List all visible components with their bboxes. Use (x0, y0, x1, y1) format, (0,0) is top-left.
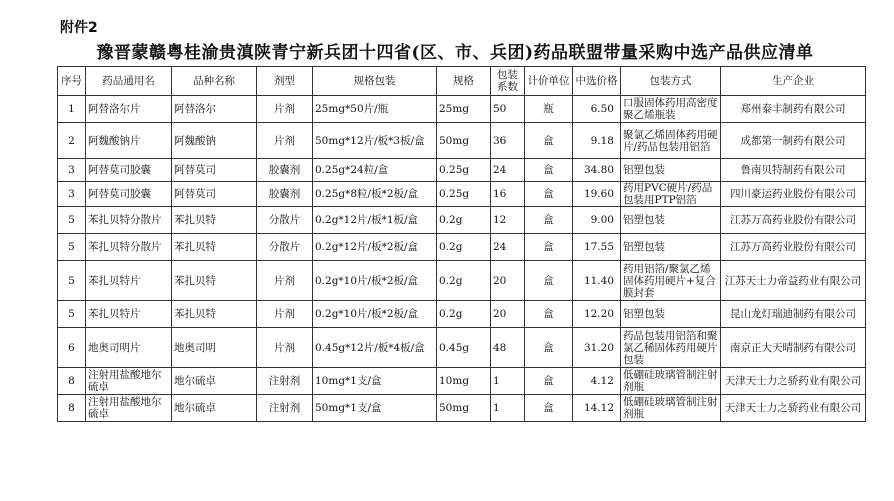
cell-price: 9.18 (573, 123, 621, 159)
header-cell: 中选价格 (573, 67, 621, 96)
cell-price: 34.80 (573, 159, 621, 182)
cell-maker: 成都第一制药有限公司 (721, 123, 866, 159)
header-cell: 包装方式 (621, 67, 721, 96)
header-cell: 剂型 (257, 67, 313, 96)
cell-factor: 20 (491, 261, 525, 301)
cell-maker: 江苏万高药业股份有限公司 (721, 234, 866, 261)
cell-unit: 盒 (525, 159, 573, 182)
cell-variety: 苯扎贝特 (172, 207, 257, 234)
cell-maker: 郑州泰丰制药有限公司 (721, 96, 866, 123)
cell-spec-pack: 0.45g*12片/板*4板/盒 (313, 328, 437, 368)
table-row (58, 182, 866, 207)
cell-no: 5 (58, 261, 86, 301)
header-cell: 药品通用名 (86, 67, 172, 96)
table-row (58, 159, 866, 182)
cell-variety: 阿魏酸钠 (172, 123, 257, 159)
cell-factor: 16 (491, 182, 525, 207)
cell-unit: 盒 (525, 368, 573, 395)
cell-maker: 四川豪运药业股份有限公司 (721, 182, 866, 207)
cell-packing: 药用PVC硬片/药品包装用PTP铝箔 (621, 182, 721, 207)
table-header-row (58, 67, 866, 96)
cell-price: 31.20 (573, 328, 621, 368)
header-cell: 规格 (437, 67, 491, 96)
cell-packing: 铝塑包装 (621, 159, 721, 182)
cell-maker: 鲁南贝特制药有限公司 (721, 159, 866, 182)
cell-price: 9.00 (573, 207, 621, 234)
cell-price: 11.40 (573, 261, 621, 301)
cell-generic: 地奥司明片 (86, 328, 172, 368)
table-row (58, 395, 866, 422)
cell-variety: 苯扎贝特 (172, 261, 257, 301)
cell-packing: 药用铝箔/聚氯乙烯固体药用硬片+复合膜封套 (621, 261, 721, 301)
cell-unit: 盒 (525, 123, 573, 159)
cell-no: 8 (58, 395, 86, 422)
cell-form: 片剂 (257, 328, 313, 368)
cell-packing: 低硼硅玻璃管制注射剂瓶 (621, 368, 721, 395)
table-row (58, 207, 866, 234)
cell-no: 5 (58, 207, 86, 234)
product-supply-table (57, 66, 866, 422)
cell-spec-pack: 25mg*50片/瓶 (313, 96, 437, 123)
table-row (58, 368, 866, 395)
cell-maker: 天津天士力之骄药业有限公司 (721, 395, 866, 422)
cell-generic: 苯扎贝特片 (86, 301, 172, 328)
cell-spec-pack: 50mg*12片/板*3板/盒 (313, 123, 437, 159)
cell-unit: 盒 (525, 301, 573, 328)
cell-price: 6.50 (573, 96, 621, 123)
cell-no: 5 (58, 301, 86, 328)
cell-variety: 阿替洛尔 (172, 96, 257, 123)
cell-spec: 0.2g (437, 207, 491, 234)
cell-price: 14.12 (573, 395, 621, 422)
cell-spec-pack: 0.2g*10片/板*2板/盒 (313, 261, 437, 301)
cell-form: 注射剂 (257, 395, 313, 422)
cell-generic: 阿替莫司胶囊 (86, 159, 172, 182)
cell-spec: 10mg (437, 368, 491, 395)
cell-no: 2 (58, 123, 86, 159)
cell-spec: 0.2g (437, 261, 491, 301)
cell-form: 胶囊剂 (257, 159, 313, 182)
header-cell: 计价单位 (525, 67, 573, 96)
cell-no: 1 (58, 96, 86, 123)
cell-unit: 盒 (525, 261, 573, 301)
cell-form: 分散片 (257, 207, 313, 234)
cell-spec: 0.2g (437, 234, 491, 261)
cell-variety: 苯扎贝特 (172, 301, 257, 328)
cell-unit: 瓶 (525, 96, 573, 123)
table-row (58, 328, 866, 368)
cell-spec: 0.2g (437, 301, 491, 328)
cell-generic: 苯扎贝特分散片 (86, 207, 172, 234)
cell-variety: 阿替莫司 (172, 159, 257, 182)
cell-spec: 50mg (437, 395, 491, 422)
cell-no: 8 (58, 368, 86, 395)
cell-factor: 36 (491, 123, 525, 159)
cell-form: 胶囊剂 (257, 182, 313, 207)
cell-no: 5 (58, 234, 86, 261)
cell-factor: 1 (491, 368, 525, 395)
cell-variety: 地奥司明 (172, 328, 257, 368)
header-cell: 序号 (58, 67, 86, 96)
cell-price: 17.55 (573, 234, 621, 261)
cell-packing: 药品包装用铝箔和聚氯乙稀固体药用硬片包装 (621, 328, 721, 368)
cell-packing: 铝塑包装 (621, 301, 721, 328)
cell-maker: 南京正大天晴制药有限公司 (721, 328, 866, 368)
cell-price: 19.60 (573, 182, 621, 207)
cell-generic: 注射用盐酸地尔硫卓 (86, 395, 172, 422)
cell-form: 片剂 (257, 301, 313, 328)
cell-form: 分散片 (257, 234, 313, 261)
cell-no: 3 (58, 159, 86, 182)
annex-label: 附件2 (60, 20, 98, 36)
cell-maker: 江苏天士力帝益药业有限公司 (721, 261, 866, 301)
table-row (58, 123, 866, 159)
cell-spec-pack: 0.2g*10片/板*2板/盒 (313, 301, 437, 328)
cell-spec-pack: 50mg*1支/盒 (313, 395, 437, 422)
table-row (58, 234, 866, 261)
cell-packing: 聚氯乙烯固体药用硬片/药品包装用铝箔 (621, 123, 721, 159)
cell-variety: 地尔硫卓 (172, 395, 257, 422)
cell-generic: 苯扎贝特片 (86, 261, 172, 301)
cell-spec: 25mg (437, 96, 491, 123)
cell-spec: 0.25g (437, 182, 491, 207)
table-row (58, 261, 866, 301)
cell-packing: 低硼硅玻璃管制注射剂瓶 (621, 395, 721, 422)
cell-factor: 20 (491, 301, 525, 328)
cell-spec: 50mg (437, 123, 491, 159)
cell-maker: 昆山龙灯瑞迪制药有限公司 (721, 301, 866, 328)
cell-factor: 24 (491, 234, 525, 261)
cell-no: 3 (58, 182, 86, 207)
cell-spec: 0.45g (437, 328, 491, 368)
cell-generic: 阿魏酸钠片 (86, 123, 172, 159)
cell-no: 6 (58, 328, 86, 368)
cell-unit: 盒 (525, 182, 573, 207)
cell-spec-pack: 0.25g*8粒/板*2板/盒 (313, 182, 437, 207)
cell-form: 片剂 (257, 261, 313, 301)
cell-factor: 24 (491, 159, 525, 182)
cell-unit: 盒 (525, 234, 573, 261)
cell-spec-pack: 0.2g*12片/板*1板/盒 (313, 207, 437, 234)
cell-variety: 苯扎贝特 (172, 234, 257, 261)
cell-generic: 阿替莫司胶囊 (86, 182, 172, 207)
cell-price: 12.20 (573, 301, 621, 328)
cell-spec-pack: 10mg*1支/盒 (313, 368, 437, 395)
cell-spec: 0.25g (437, 159, 491, 182)
cell-factor: 1 (491, 395, 525, 422)
header-cell: 品种名称 (172, 67, 257, 96)
cell-packing: 口服固体药用高密度聚乙烯瓶装 (621, 96, 721, 123)
header-cell: 生产企业 (721, 67, 866, 96)
cell-unit: 盒 (525, 328, 573, 368)
header-cell: 包装系数 (491, 67, 525, 96)
table-row (58, 301, 866, 328)
cell-price: 4.12 (573, 368, 621, 395)
cell-unit: 盒 (525, 395, 573, 422)
cell-packing: 铝塑包装 (621, 234, 721, 261)
cell-form: 注射剂 (257, 368, 313, 395)
cell-unit: 盒 (525, 207, 573, 234)
cell-variety: 阿替莫司 (172, 182, 257, 207)
document-title: 豫晋蒙赣粤桂渝贵滇陕青宁新兵团十四省(区、市、兵团)药品联盟带量采购中选产品供应清单 (96, 43, 814, 63)
cell-packing: 铝塑包装 (621, 207, 721, 234)
cell-maker: 天津天士力之骄药业有限公司 (721, 368, 866, 395)
cell-generic: 阿替洛尔片 (86, 96, 172, 123)
cell-maker: 江苏万高药业股份有限公司 (721, 207, 866, 234)
cell-variety: 地尔硫卓 (172, 368, 257, 395)
cell-factor: 48 (491, 328, 525, 368)
table-row (58, 96, 866, 123)
cell-generic: 苯扎贝特分散片 (86, 234, 172, 261)
cell-generic: 注射用盐酸地尔硫卓 (86, 368, 172, 395)
cell-form: 片剂 (257, 123, 313, 159)
cell-form: 片剂 (257, 96, 313, 123)
cell-factor: 50 (491, 96, 525, 123)
cell-spec-pack: 0.25g*24粒/盒 (313, 159, 437, 182)
cell-factor: 12 (491, 207, 525, 234)
cell-spec-pack: 0.2g*12片/板*2板/盒 (313, 234, 437, 261)
header-cell: 规格包装 (313, 67, 437, 96)
